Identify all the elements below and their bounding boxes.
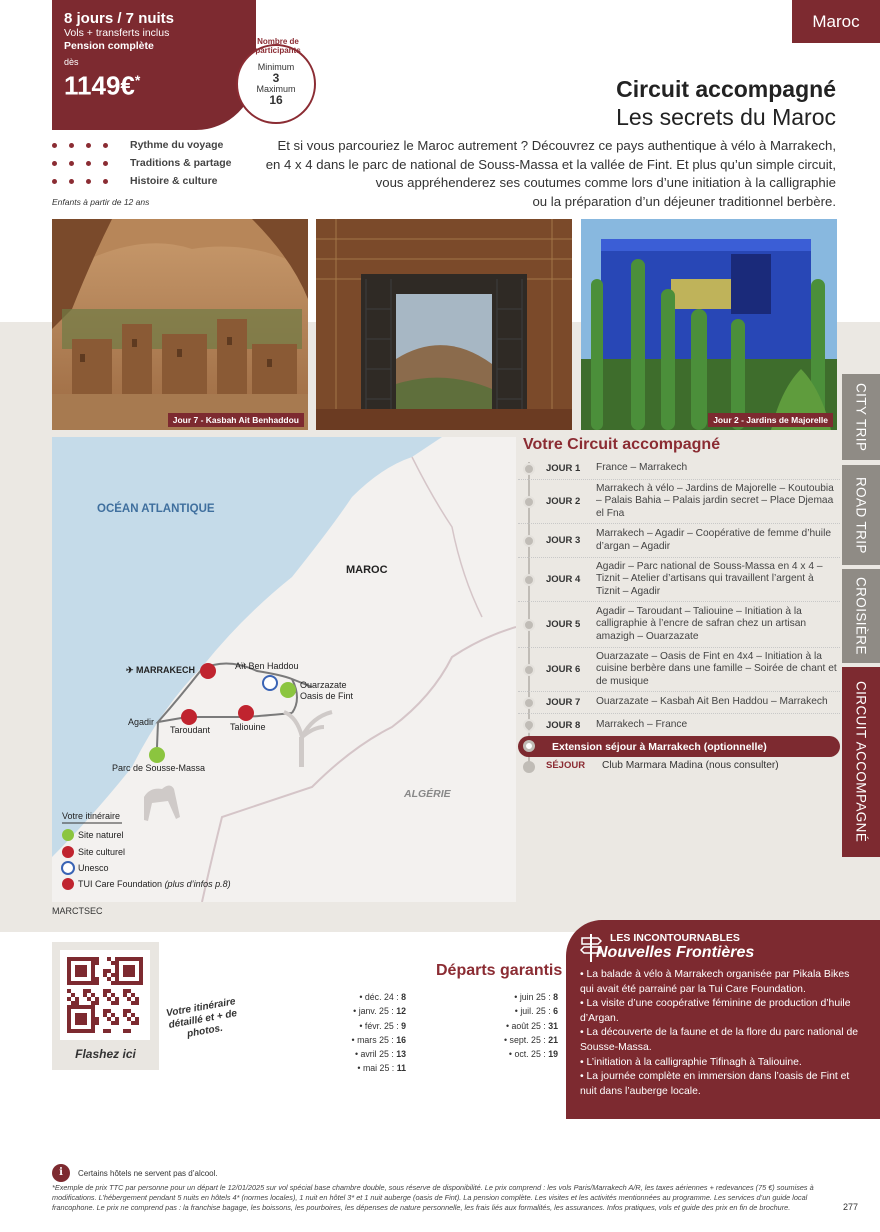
departure-count: 8: [553, 992, 558, 1002]
map-place-souss-massa: Parc de Sousse-Massa: [112, 763, 206, 773]
qr-box[interactable]: [52, 942, 159, 1070]
qr-grid: [67, 957, 143, 1033]
itinerary-day: [518, 648, 840, 692]
highlight-text: La visite d’une coopérative féminine de production d’huile d’Argan.: [580, 998, 851, 1024]
fine-print: *Exemple de prix TTC par personne pour un départ le 12/01/2025 sur vol spécial base chambre double, sous réserve de disponibilité. Le prix comprend : les vols Paris/Marrakech A/R, les taxes aériennes + redevances (75 €) soumises à modifications. L’hébergement pendant 5 nuits en hôtels 4* (normes locales), 1 nuit en hôtel 3* et 1 nuit auberge (oasis de Fint). La pension complète. Les visites et les activités mentionnées au programme. Les services d’un guide local francophone. Le prix ne comprend pas : la franchise bagage, les boissons, les pourboires, les dépenses de nature personnelle, les frais liés aux formalités, les assurances. Infos pratiques, vols et guide des prix en fin de brochure.: [52, 1183, 814, 1212]
day-label: JOUR 6: [546, 664, 581, 675]
departure-row: • janv. 25 : 12: [353, 1006, 406, 1017]
route-map: [52, 437, 516, 902]
tab-road-trip[interactable]: [842, 465, 880, 565]
min-label: Minimum: [257, 62, 295, 72]
departure-date: mai 25: [362, 1063, 390, 1074]
photo-window: [316, 219, 572, 430]
highlight-item: • La journée complète en immersion dans l’oasis de Fint et nuit dans l’auberge locale.: [580, 1071, 850, 1097]
departure-row: • août 25 : 31: [505, 1020, 558, 1031]
departure-row: • mai 25 : 11: [357, 1063, 406, 1074]
map-place-taroudant: Taroudant: [170, 725, 211, 735]
stay-row: [518, 760, 840, 771]
qr-code[interactable]: [60, 950, 150, 1040]
tab-label: CITY TRIP: [853, 382, 869, 452]
departure-date: déc. 24: [364, 992, 394, 1002]
max-value: 16: [269, 93, 283, 107]
departure-row: • sept. 25 : 21: [504, 1034, 558, 1045]
timeline-node: [523, 463, 535, 475]
departure-date: avril 25: [360, 1049, 389, 1060]
departures-left: [352, 990, 406, 1076]
departure-row: • mars 25 : 16: [351, 1034, 406, 1045]
timeline-node: [521, 717, 538, 734]
map-code: MARCTSEC: [52, 906, 103, 916]
day-label: JOUR 5: [546, 619, 581, 630]
rating-label: Rythme du voyage: [130, 139, 224, 151]
day-text: France – Marrakech: [596, 462, 688, 474]
page-number: 277: [842, 1202, 858, 1212]
tab-label: CROISIÈRE: [853, 577, 869, 655]
legend-tui-note: (plus d’infos p.8): [164, 879, 231, 889]
photo-kasbah: [52, 219, 308, 430]
alcohol-note-text: Certains hôtels ne servent pas d’alcool.: [78, 1168, 218, 1178]
intro-line: Et si vous parcouriez le Maroc autrement ? Découvrez ce pays authentique à vélo à Marrakech,: [277, 138, 836, 153]
rating-rhythm: [52, 139, 223, 151]
departure-row: • juin 25 : 8: [514, 992, 558, 1002]
highlight-item: • La visite d’une coopérative féminine de production d’huile d’Argan.: [580, 998, 851, 1024]
tab-label: ROAD TRIP: [853, 476, 869, 554]
departure-date: févr. 25: [364, 1020, 394, 1031]
day-text: Agadir – Parc national de Souss-Massa en 4 x 4 – Tiznit – Atelier d’artisans qui travaillent l’argent à Tiznit – Agadir: [596, 560, 823, 597]
itinerary-list: [518, 458, 840, 736]
day-text: Marrakech – France: [596, 718, 688, 730]
itinerary-day: [518, 558, 840, 602]
tab-circuit-accompagne[interactable]: [842, 667, 880, 857]
highlight-text: La balade à vélo à Marrakech organisée par Pikala Bikes qui avait été parrainé par la Tui Care Foundation.: [580, 969, 850, 995]
kids-note: Enfants à partir de 12 ans: [52, 197, 150, 207]
rating-label: Traditions & partage: [130, 157, 232, 169]
max-label: Maximum: [256, 84, 296, 94]
timeline-node: [523, 574, 535, 586]
departure-count: 9: [401, 1020, 406, 1031]
from-label: dès: [64, 57, 79, 67]
departure-count: 12: [396, 1006, 406, 1017]
min-value: 3: [272, 71, 280, 85]
day-text: Marrakech – Agadir – Coopérative de femme d’huile d’argan – Agadir: [596, 528, 832, 552]
timeline-node: [523, 664, 535, 676]
departure-count: 11: [396, 1063, 406, 1074]
map-place-oasis: Oasis de Fint: [300, 691, 354, 701]
highlight-text: L’initiation à la calligraphie Tifinagh à Taliouine.: [586, 1056, 802, 1068]
highlight-text: La découverte de la faune et de la flore du parc national de Sousse-Massa.: [580, 1027, 859, 1053]
page-title: Circuit accompagné: [616, 76, 836, 102]
departure-row: • déc. 24 : 8: [359, 992, 406, 1002]
map-place-marrakech: ✈ MARRAKECH: [126, 665, 196, 675]
itinerary-title: Votre Circuit accompagné: [523, 436, 721, 453]
price: [64, 67, 244, 99]
legend-tui: [78, 879, 231, 889]
map-place-taliouine: Taliouine: [230, 722, 266, 732]
rating-dots: [52, 179, 130, 184]
board-text: Pension complète: [64, 40, 154, 52]
price-box: [52, 0, 256, 130]
tab-croisiere[interactable]: [842, 569, 880, 663]
day-label: JOUR 1: [546, 463, 581, 474]
map-place-label: MARRAKECH: [136, 665, 196, 675]
departure-row: • juil. 25 : 6: [514, 1006, 558, 1017]
intro-line: en 4 x 4 dans le parc de national de Souss-Massa et la vallée de Fint. Et plus qu’un simple circuit,: [265, 156, 836, 172]
highlight-item: • L’initiation à la calligraphie Tifinagh à Taliouine.: [580, 1056, 802, 1068]
intro-line: vous appréhenderez ses coutumes comme lors d’une initiation à la calligraphie: [375, 175, 836, 190]
itinerary-day: [518, 480, 840, 524]
itinerary-day: [518, 458, 840, 480]
page-subtitle: Les secrets du Maroc: [616, 104, 836, 130]
departure-row: • oct. 25 : 19: [508, 1049, 558, 1060]
intro-line: ou la préparation d’un déjeuner traditionnel berbère.: [532, 193, 836, 209]
extension-node-icon: [523, 740, 535, 752]
highlight-text: La journée complète en immersion dans l’oasis de Fint et nuit dans l’auberge locale.: [580, 1071, 850, 1097]
map-place-ait-ben-haddou: Aït Ben Haddou: [235, 661, 299, 671]
qr-note: Votre itinéraire détaillé et + de photos.: [165, 996, 238, 1040]
departure-count: 19: [548, 1049, 558, 1060]
extension-banner[interactable]: [518, 736, 840, 757]
photo-majorelle: [581, 219, 837, 430]
legend-cultural: Site culturel: [78, 847, 126, 857]
duration: 8 jours / 7 nuits: [64, 10, 175, 27]
price-mark: *: [134, 72, 141, 88]
country-tab: Maroc: [792, 0, 880, 43]
departure-date: août 25: [511, 1020, 541, 1031]
highlight-item: • La balade à vélo à Marrakech organisée par Pikala Bikes qui avait été parrainé par la Tui Care Foundation.: [580, 969, 850, 995]
departure-count: 16: [396, 1034, 406, 1045]
highlights-kicker: LES INCONTOURNABLES: [610, 932, 740, 944]
day-label: JOUR 4: [546, 574, 581, 585]
highlight-item: • La découverte de la faune et de la flore du parc national de Sousse-Massa.: [580, 1027, 859, 1053]
price-value: 1149€: [64, 70, 135, 101]
legend-tui-label: TUI Care Foundation: [78, 879, 163, 889]
photo-caption: Jour 2 - Jardins de Majorelle: [708, 413, 833, 427]
timeline-node: [523, 535, 535, 547]
day-text: Ouarzazate – Kasbah Ait Ben Haddou – Marrakech: [596, 696, 828, 708]
tab-city-trip[interactable]: [842, 374, 880, 460]
day-label: JOUR 8: [546, 719, 581, 731]
rating-dots: [52, 143, 130, 148]
map-ocean-label: OCÉAN ATLANTIQUE: [97, 503, 215, 515]
departure-count: 8: [401, 992, 406, 1002]
departure-date: janv. 25: [358, 1006, 389, 1017]
highlights-panel: [566, 920, 880, 1119]
timeline-node: [523, 697, 535, 709]
flash-label: Flashez ici: [75, 1047, 136, 1061]
alcohol-note: [52, 1164, 218, 1182]
departures-title: Départs garantis: [436, 962, 563, 979]
stay-text: Club Marmara Madina (nous consulter): [602, 760, 779, 771]
highlights-heading: Nouvelles Frontières: [596, 944, 755, 961]
info-icon: i: [52, 1164, 70, 1182]
includes-text: Vols + transferts inclus: [64, 27, 170, 39]
departure-count: 13: [396, 1049, 406, 1060]
qr-module: [139, 1029, 143, 1033]
departures-right: [504, 990, 558, 1061]
rating-traditions: [52, 157, 232, 169]
day-text: Agadir – Taroudant – Taliouine – Initiation à la calligraphie à l’encre de safran chez un artisan amazigh – Ouarzazate: [596, 605, 807, 642]
departure-date: sept. 25: [509, 1034, 541, 1045]
itinerary-day: [518, 714, 840, 736]
photo-caption: Jour 7 - Kasbah Ait Benhaddou: [168, 413, 304, 427]
day-text: Ouarzazate – Oasis de Fint en 4x4 – Initiation à la cuisine berbère dans une famille – Soirée de chant et de musique: [596, 650, 837, 687]
departure-count: 21: [548, 1034, 558, 1045]
stay-label: SÉJOUR: [546, 760, 586, 771]
map-neighbor-label: ALGÉRIE: [404, 788, 451, 800]
tab-label: CIRCUIT ACCOMPAGNÉ: [853, 681, 869, 843]
itinerary-day: [518, 602, 840, 648]
day-label: JOUR 2: [546, 496, 581, 507]
rating-dots: [52, 161, 130, 166]
extension-label: Extension séjour à Marrakech (optionnelle): [552, 740, 767, 753]
map-country-label: MAROC: [346, 564, 388, 576]
legend-natural: Site naturel: [78, 830, 124, 840]
itinerary-day: [518, 524, 840, 558]
legend-title: Votre itinéraire: [62, 811, 121, 821]
timeline-node: [523, 496, 535, 508]
stay-node-icon: [523, 761, 535, 773]
departure-date: oct. 25: [514, 1049, 541, 1060]
day-label: JOUR 3: [546, 535, 581, 546]
departure-count: 31: [548, 1020, 558, 1031]
day-label: JOUR 7: [546, 697, 581, 708]
departure-row: • avril 25 : 13: [354, 1049, 406, 1060]
map-place-ouarzazate: Ouarzazate: [300, 680, 347, 690]
signpost-icon: [580, 932, 602, 962]
day-text: Marrakech à vélo – Jardins de Majorelle – Koutoubia – Palais Bahia – Palais jardin secret – Place Djemaa el Fna: [596, 482, 834, 519]
rating-label: Histoire & culture: [130, 175, 218, 187]
departure-date: mars 25: [357, 1034, 389, 1045]
map-place-agadir: Agadir: [128, 717, 155, 727]
itinerary-day: [518, 692, 840, 714]
departure-date: juil. 25: [520, 1006, 546, 1017]
legend-unesco: Unesco: [78, 863, 109, 873]
rating-history: [52, 175, 218, 187]
departure-row: • févr. 25 : 9: [359, 1020, 406, 1031]
participants-arc-label: Nombre de participants: [255, 37, 301, 55]
departure-date: juin 25: [519, 992, 546, 1002]
intro-text: [256, 137, 836, 211]
timeline-node: [523, 619, 535, 631]
participants-badge: [236, 37, 316, 124]
departure-count: 6: [553, 1006, 558, 1017]
